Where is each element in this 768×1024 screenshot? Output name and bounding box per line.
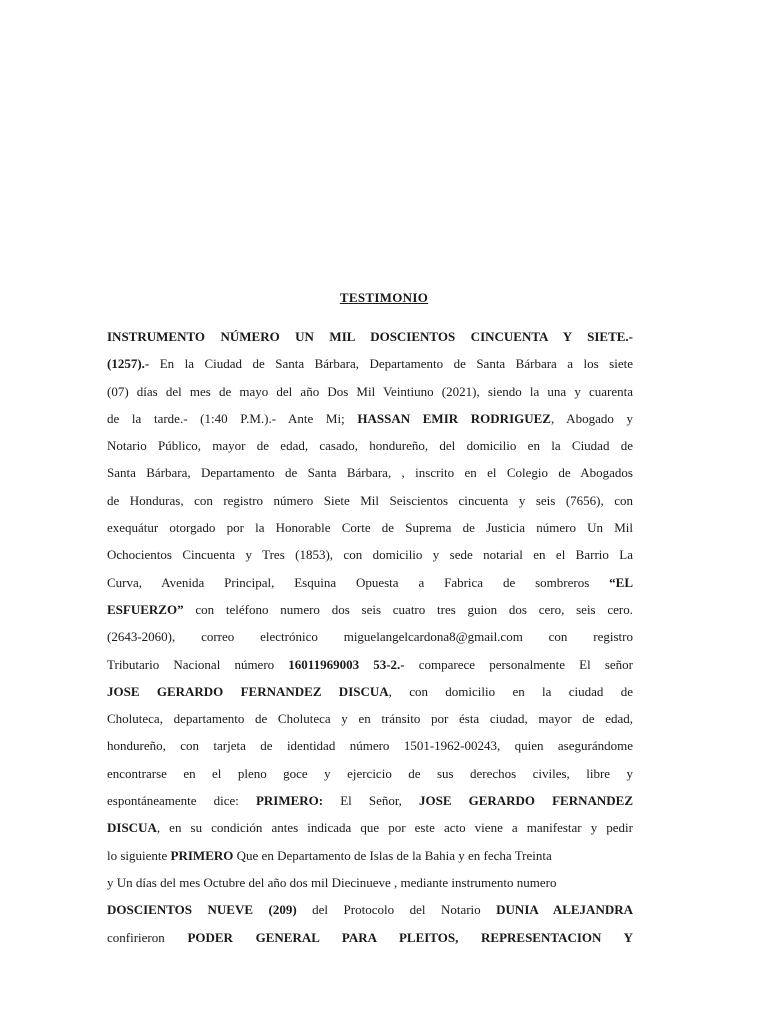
text-run: , en su condición antes indicada que por este acto viene a manifestar y pedir	[156, 820, 633, 836]
document-title: TESTIMONIO	[339, 290, 429, 305]
text-run: de la tarde.- (1:40 P.M.).- Ante Mi;	[107, 410, 358, 426]
bold-text-run: HASSAN EMIR RODRIGUEZ	[357, 410, 551, 426]
text-line	[107, 705, 633, 732]
text-run: con teléfono numero dos seis cuatro tres guion dos cero, seis cero.	[183, 601, 633, 617]
text-run: El Señor,	[323, 793, 419, 809]
text-run: exequátur otorgado por la Honorable Corte de Suprema de Justicia número Un Mil	[107, 520, 633, 536]
text-run: Curva, Avenida Principal, Esquina Opuesta a Fabrica de sombreros	[107, 574, 610, 590]
text-run: Notario Público, mayor de edad, casado, hondureño, del domicilio en la Ciudad de	[107, 438, 633, 454]
text-line	[107, 350, 633, 377]
text-run: Tributario Nacional número	[107, 656, 289, 672]
bold-text-run: “EL	[609, 574, 633, 590]
bold-text-run: ESFUERZO”	[107, 601, 184, 617]
text-line	[107, 896, 633, 923]
text-run: del Protocolo del Notario	[296, 902, 497, 918]
text-run: comparece personalmente El señor	[404, 656, 633, 672]
text-line	[107, 405, 633, 432]
text-line	[107, 459, 633, 486]
bold-text-run: (1257).-	[107, 356, 150, 372]
bold-text-run: INSTRUMENTO NÚMERO UN MIL DOSCIENTOS CINCUENTA Y SIETE.-	[107, 329, 633, 344]
text-run: (2643-2060), correo electrónico miguelangelcardona8@gmail.com con registro	[107, 629, 633, 645]
text-line	[107, 596, 633, 623]
text-run: espontáneamente dice:	[107, 793, 256, 809]
text-line	[107, 842, 633, 869]
text-line	[107, 623, 633, 650]
text-run: y Un días del mes Octubre del año dos mil Diecinueve , mediante instrumento numero	[107, 874, 557, 890]
bold-text-run: PRIMERO	[170, 847, 234, 863]
text-line	[107, 323, 633, 350]
text-line	[107, 487, 633, 514]
text-line	[107, 924, 633, 951]
text-line	[107, 432, 633, 459]
text-line	[107, 541, 633, 568]
bold-text-run: 16011969003 53-2.-	[288, 656, 405, 672]
text-line	[107, 678, 633, 705]
text-line	[107, 732, 633, 759]
text-line	[107, 651, 633, 678]
text-run: confirieron	[107, 929, 188, 945]
text-run: En la Ciudad de Santa Bárbara, Departamento de Santa Bárbara a los siete	[149, 356, 633, 372]
text-line	[107, 814, 633, 841]
text-run: Que en Departamento de Islas de la Bahia y en fecha Treinta	[233, 847, 552, 863]
text-run: , Abogado y	[550, 410, 633, 426]
text-run: (07) días del mes de mayo del año Dos Mil Veintiuno (2021), siendo la una y cuarenta	[107, 383, 633, 399]
text-line	[107, 869, 633, 896]
text-line	[107, 569, 633, 596]
bold-text-run: JOSE GERARDO FERNANDEZ DISCUA	[107, 683, 389, 699]
text-run: de Honduras, con registro número Siete Mil Seiscientos cincuenta y seis (7656), con	[107, 492, 633, 508]
bold-text-run: DOSCIENTOS NUEVE (209)	[107, 902, 297, 918]
text-line	[107, 514, 633, 541]
text-line	[107, 378, 633, 405]
text-run: lo siguiente	[107, 847, 171, 863]
text-run: hondureño, con tarjeta de identidad número 1501-1962-00243, quien asegurándome	[107, 738, 633, 754]
bold-text-run: DISCUA	[107, 820, 157, 836]
text-line	[107, 787, 633, 814]
text-run: Santa Bárbara, Departamento de Santa Bárbara, , inscrito en el Colegio de Abogados	[107, 465, 633, 481]
text-run: Ochocientos Cincuenta y Tres (1853), con domicilio y sede notarial en el Barrio La	[107, 547, 633, 563]
text-line	[107, 760, 633, 787]
bold-text-run: DUNIA ALEJANDRA	[496, 902, 633, 918]
bold-text-run: JOSE GERARDO FERNANDEZ	[418, 793, 633, 809]
bold-text-run: PRIMERO:	[255, 793, 324, 809]
text-run: encontrarse en el pleno goce y ejercicio de sus derechos civiles, libre y	[107, 765, 633, 781]
document-body	[107, 323, 633, 951]
text-run: , con domicilio en la ciudad de	[388, 683, 633, 699]
text-run: Choluteca, departamento de Choluteca y en tránsito por ésta ciudad, mayor de edad,	[107, 711, 633, 727]
bold-text-run: PODER GENERAL PARA PLEITOS, REPRESENTACION Y	[187, 929, 633, 945]
